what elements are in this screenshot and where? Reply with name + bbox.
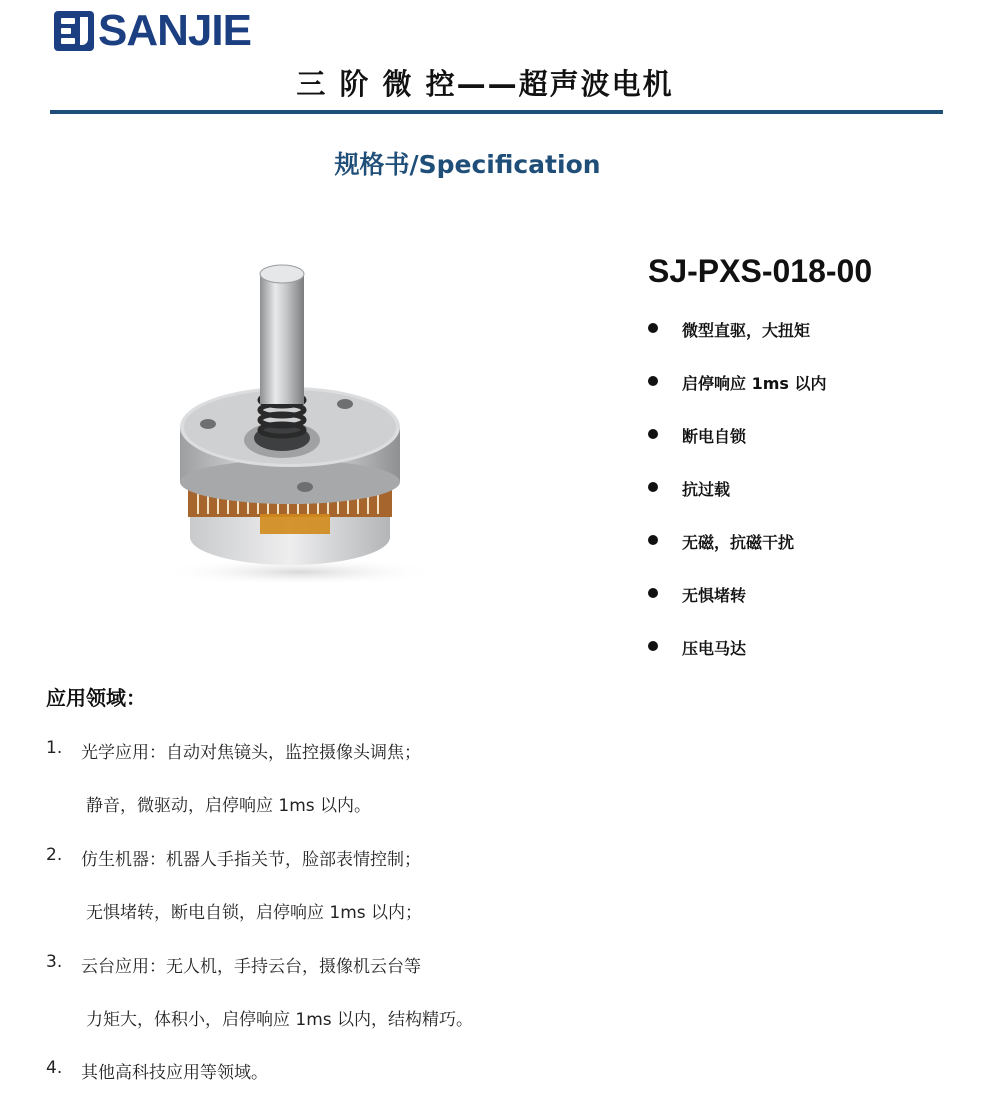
bullet-icon [648,429,658,439]
spec-title: 规格书/Specification [334,150,601,179]
app-line: 无惧堵转，断电自锁，启停响应 1ms 以内； [86,903,423,923]
app-line: 云台应用：无人机，手持云台，摄像机云台等 [81,957,421,977]
applications-heading: 应用领域： [46,686,146,710]
bullet-icon [648,588,658,598]
app-line: 仿生机器：机器人手指关节，脸部表情控制； [81,850,421,870]
app-line: 其他高科技应用等领域。 [81,1063,268,1083]
bullet-icon [648,323,658,333]
title-divider [50,110,943,114]
motor-product-image [150,252,440,582]
feature-list [648,318,826,689]
app-number: 3. [46,952,63,972]
app-number: 4. [46,1058,63,1078]
bullet-icon [648,641,658,651]
model-number: SJ-PXS-018-00 [648,253,873,289]
bullet-icon [648,376,658,386]
feature-item: 断电自锁 [648,424,826,477]
feature-item: 无惧堵转 [648,583,826,636]
app-number: 2. [46,845,63,865]
logo-text: SANJIE [98,6,251,55]
feature-item: 抗过载 [648,477,826,530]
brand-logo [54,8,251,54]
feature-item: 微型直驱，大扭矩 [648,318,826,371]
page-title: 三 阶 微 控——超声波电机 [296,67,674,101]
app-line: 光学应用：自动对焦镜头，监控摄像头调焦； [81,743,421,763]
app-line: 静音，微驱动，启停响应 1ms 以内。 [86,796,372,816]
feature-item: 无磁，抗磁干扰 [648,530,826,583]
bullet-icon [648,482,658,492]
feature-item: 启停响应 1ms 以内 [648,371,826,424]
app-number: 1. [46,738,63,758]
bullet-icon [648,535,658,545]
app-line: 力矩大，体积小，启停响应 1ms 以内，结构精巧。 [86,1010,474,1030]
feature-item: 压电马达 [648,636,826,689]
logo-mark-icon [54,11,94,51]
